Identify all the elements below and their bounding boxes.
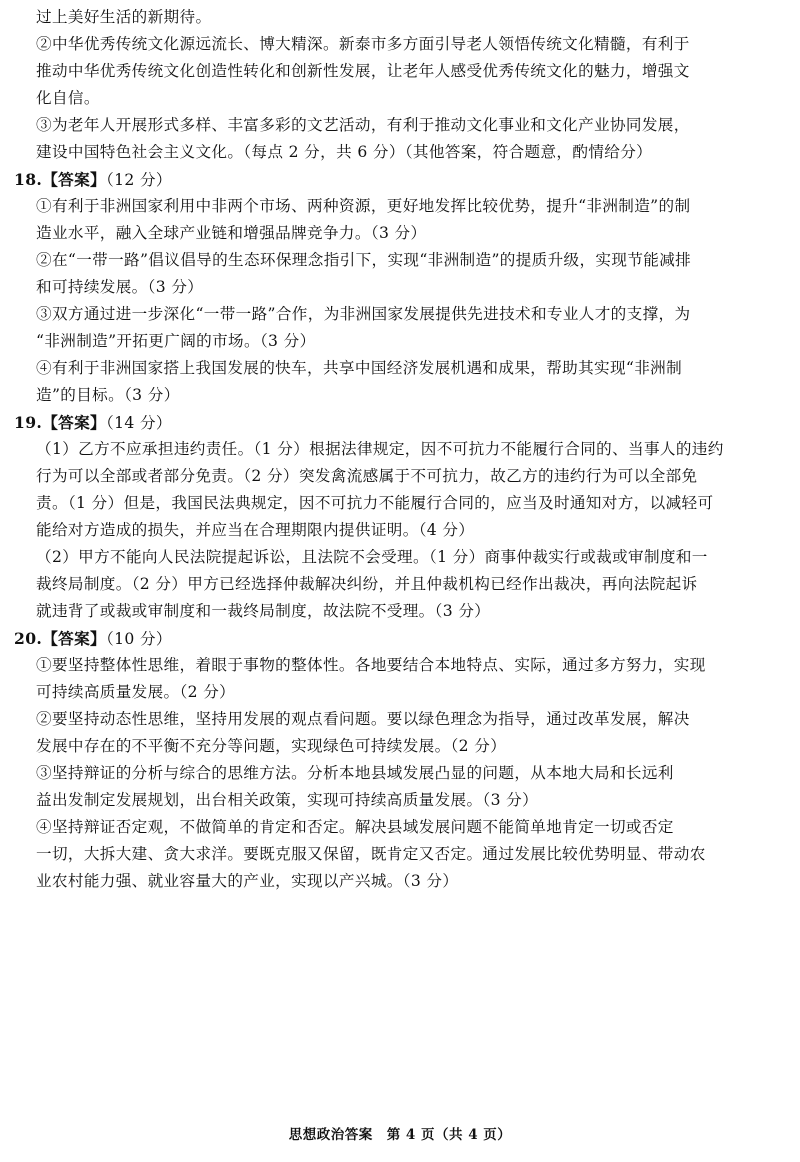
page-footer: 思想政治答案 第 4 页（共 4 页） [288,1127,512,1143]
text-line: ②要坚持动态性思维，坚持用发展的观点看问题。要以绿色理念为指导，通过改革发展，解决 [36,710,690,728]
text-line: 发展中存在的不平衡不充分等问题，实现绿色可持续发展。（2 分） [36,737,507,755]
text-line: 裁终局制度。（2 分）甲方已经选择仲裁解决纠纷，并且仲裁机构已经作出裁决，再向法院起诉 [36,575,698,593]
question-header [14,625,792,652]
text-line: 益出发制定发展规划，出台相关政策，实现可持续高质量发展。（3 分） [36,791,539,809]
text-line: 造业水平，融入全球产业链和增强品牌竞争力。（3 分） [36,224,427,242]
answer-label: 【答案】 [42,413,106,432]
text-line: 建设中国特色社会主义文化。（每点 2 分，共 6 分）（其他答案，符合题意，酌情给分） [36,143,653,161]
score-text: （10 分） [105,630,172,648]
text-line: ④坚持辩证否定观，不做简单的肯定和否定。解决县域发展问题不能简单地肯定一切或否定 [36,818,674,836]
text-line: ①要坚持整体性思维，着眼于事物的整体性。各地要结合本地特点、实际，通过多方努力，实现 [36,656,706,674]
text-line: （2）甲方不能向人民法院提起诉讼，且法院不会受理。（1 分）商事仲裁实行或裁或审制度和一 [36,548,708,566]
text-line: “非洲制造”开拓更广阔的市场。（3 分） [36,332,316,350]
text-line: ②中华优秀传统文化源远流长、博大精深。新泰市多方面引导老人领悟传统文化精髓，有利于 [36,35,690,53]
text-line: 造”的目标。（3 分） [36,386,180,404]
text-line: 过上美好生活的新期待。 [36,8,212,26]
text-line: ②在“一带一路”倡议倡导的生态环保理念指引下，实现“非洲制造”的提质升级，实现节能减排 [36,251,692,269]
text-line: 可持续高质量发展。（2 分） [36,683,236,701]
text-line: 业农村能力强、就业容量大的产业，实现以产兴城。（3 分） [36,872,459,890]
question-header [14,166,792,193]
answer-label: 【答案】 [42,170,106,189]
text-line: 化自信。 [36,89,100,107]
text-line: ④有利于非洲国家搭上我国发展的快车，共享中国经济发展机遇和成果，帮助其实现“非洲制 [36,359,683,377]
question-number: 18. [14,170,43,189]
text-line: 责。（1 分）但是，我国民法典规定，因不可抗力不能履行合同的，应当及时通知对方，以减轻可 [36,494,714,512]
text-line: 就违背了或裁或审制度和一裁终局制度，故法院不受理。（3 分） [36,602,491,620]
text-line: ①有利于非洲国家利用中非两个市场、两种资源，更好地发挥比较优势，提升“非洲制造”的制 [36,197,691,215]
text-line: ③为老年人开展形式多样、丰富多彩的文艺活动，有利于推动文化事业和文化产业协同发展， [36,116,690,134]
answer-document [14,4,792,895]
text-line: ③双方通过进一步深化“一带一路”合作，为非洲国家发展提供先进技术和专业人才的支撑，为 [36,305,691,323]
score-text: （12 分） [105,171,172,189]
text-line: ③坚持辩证的分析与综合的思维方法。分析本地县域发展凸显的问题，从本地大局和长远利 [36,764,674,782]
text-line: （1）乙方不应承担违约责任。（1 分）根据法律规定，因不可抗力不能履行合同的、当事人的违约 [36,440,724,458]
question-header [14,409,792,436]
answer-label: 【答案】 [42,629,106,648]
question-number: 20. [14,629,43,648]
score-text: （14 分） [105,414,172,432]
text-line: 能给对方造成的损失，并应当在合理期限内提供证明。（4 分） [36,521,475,539]
text-line: 推动中华优秀传统文化创造性转化和创新性发展，让老年人感受优秀传统文化的魅力，增强文 [36,62,690,80]
text-line: 行为可以全部或者部分免责。（2 分）突发禽流感属于不可抗力，故乙方的违约行为可以全部免 [36,467,698,485]
question-number: 19. [14,413,43,432]
text-line: 和可持续发展。（3 分） [36,278,204,296]
text-line: 一切，大拆大建、贪大求洋。要既克服又保留，既肯定又否定。通过发展比较优势明显、带动农 [36,845,706,863]
